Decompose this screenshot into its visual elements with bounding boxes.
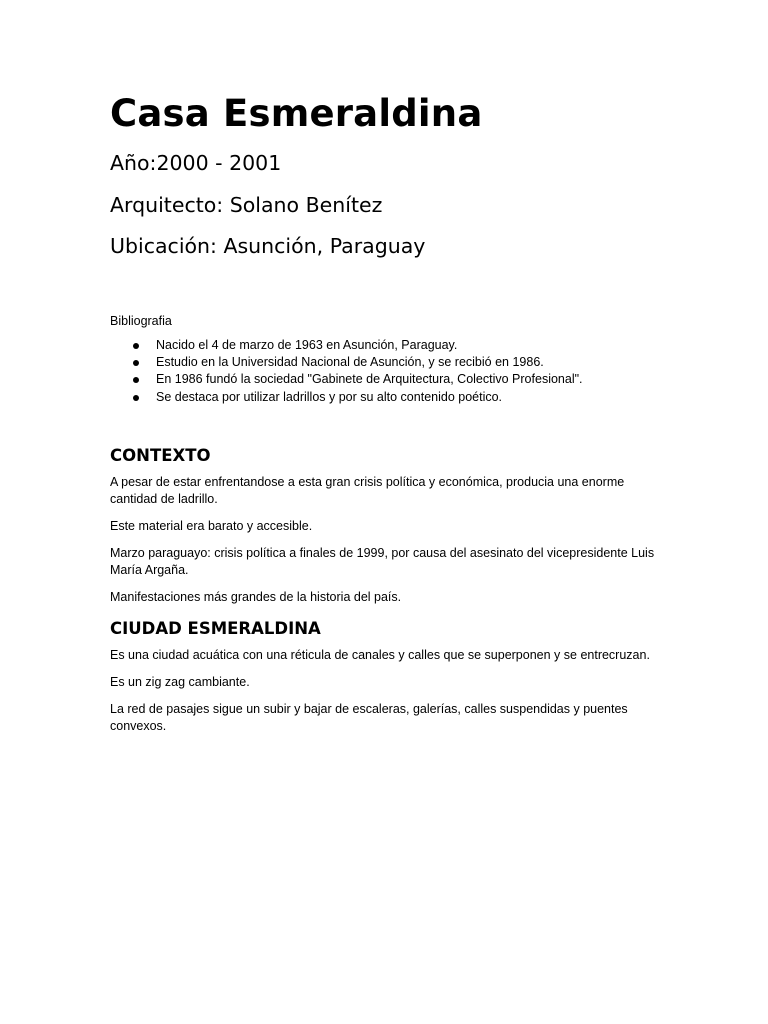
bibliography-list <box>110 337 655 406</box>
context-paragraph: Manifestaciones más grandes de la historia del país. <box>110 589 402 604</box>
city-paragraph: Es una ciudad acuática con una réticula de canales y calles que se superponen y se entrecruzan. <box>110 647 650 662</box>
list-item: En 1986 fundó la sociedad "Gabinete de Arquitectura, Colectivo Profesional". <box>156 371 655 388</box>
location-line: Ubicación: Asunción, Paraguay <box>110 234 426 258</box>
section-heading-contexto: CONTEXTO <box>110 445 211 465</box>
bibliography-label: Bibliografia <box>110 314 172 328</box>
list-item: Estudio en la Universidad Nacional de Asunción, y se recibió en 1986. <box>156 354 655 371</box>
context-paragraph: Este material era barato y accesible. <box>110 518 313 533</box>
city-paragraph: Es un zig zag cambiante. <box>110 674 250 689</box>
city-paragraph: La red de pasajes sigue un subir y bajar de escaleras, galerías, calles suspendidas y puentes convexos. <box>110 701 628 733</box>
architect-line: Arquitecto: Solano Benítez <box>110 192 383 217</box>
list-item: Se destaca por utilizar ladrillos y por su alto contenido poético. <box>156 389 655 406</box>
document-title: Casa Esmeraldina <box>110 92 483 135</box>
year-line: Año:2000 - 2001 <box>110 151 282 175</box>
context-paragraph: Marzo paraguayo: crisis política a finales de 1999, por causa del asesinato del vicepresidente Luis María Argaña. <box>110 545 655 577</box>
context-paragraph: A pesar de estar enfrentandose a esta gran crisis política y económica, producia una enorme cantidad de ladrillo. <box>110 474 625 506</box>
list-item: Nacido el 4 de marzo de 1963 en Asunción, Paraguay. <box>156 337 655 354</box>
section-heading-ciudad-esmeraldina: CIUDAD ESMERALDINA <box>110 618 321 638</box>
document-body <box>110 88 655 745</box>
